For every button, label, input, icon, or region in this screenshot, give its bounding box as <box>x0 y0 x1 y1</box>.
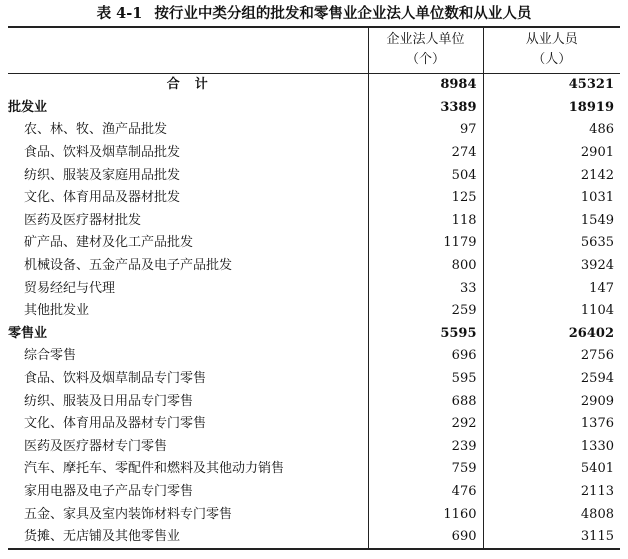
table-row <box>8 300 620 323</box>
category-name: 食品、饮料及烟草制品专门零售 <box>24 371 207 387</box>
employees-value: 1104 <box>483 300 620 323</box>
table-row <box>8 210 620 233</box>
category-name: 食品、饮料及烟草制品批发 <box>24 145 181 161</box>
table-row <box>8 390 620 413</box>
employees-value: 3924 <box>483 255 620 278</box>
header-entities-line1: 企业法人单位 <box>386 32 465 47</box>
category-name: 文化、体育用品及器材批发 <box>24 190 181 206</box>
category-name: 货摊、无店铺及其他零售业 <box>8 526 368 550</box>
table-title-text: 按行业中类分组的批发和零售业企业法人单位数和从业人员 <box>154 5 532 22</box>
category-name: 医药及医疗器材专门零售 <box>24 438 168 454</box>
entities-value: 125 <box>368 187 483 210</box>
table-row <box>8 142 620 165</box>
section-employees: 18919 <box>483 97 620 120</box>
category-name: 综合零售 <box>24 348 77 364</box>
entities-value: 118 <box>368 210 483 233</box>
section-label: 批发业 <box>8 99 48 115</box>
employees-value: 2142 <box>483 164 620 187</box>
category-name: 家用电器及电子产品专门零售 <box>24 483 194 499</box>
entities-value: 259 <box>368 300 483 323</box>
header-employees-line2: （人） <box>532 52 572 67</box>
employees-value: 2594 <box>483 368 620 391</box>
entities-value: 688 <box>368 390 483 413</box>
category-name: 机械设备、五金产品及电子产品批发 <box>24 258 233 274</box>
section-label: 零售业 <box>8 325 48 341</box>
entities-value: 504 <box>368 164 483 187</box>
entities-value: 759 <box>368 458 483 481</box>
table-row <box>8 368 620 391</box>
category-name: 文化、体育用品及器材专门零售 <box>24 416 207 432</box>
table-row <box>8 187 620 210</box>
statistics-table <box>8 26 620 550</box>
entities-value: 1160 <box>368 503 483 526</box>
table-row <box>8 413 620 436</box>
employees-value: 1549 <box>483 210 620 233</box>
table-row <box>8 164 620 187</box>
category-name: 其他批发业 <box>24 303 90 319</box>
table-row <box>8 526 620 550</box>
header-entities <box>368 27 483 74</box>
section-employees: 26402 <box>483 323 620 346</box>
total-label: 合 计 <box>166 77 209 93</box>
table-title <box>0 5 628 23</box>
category-name: 农、林、牧、渔产品批发 <box>24 122 168 138</box>
section-entities: 3389 <box>368 97 483 120</box>
entities-value: 595 <box>368 368 483 391</box>
entities-value: 476 <box>368 481 483 504</box>
employees-value: 2909 <box>483 390 620 413</box>
category-name: 贸易经纪与代理 <box>24 280 116 296</box>
employees-value: 486 <box>483 119 620 142</box>
employees-value: 5635 <box>483 232 620 255</box>
entities-value: 696 <box>368 345 483 368</box>
category-name: 纺织、服装及日用品专门零售 <box>24 393 194 409</box>
total-row <box>8 74 620 97</box>
table-row <box>8 255 620 278</box>
entities-value: 292 <box>368 413 483 436</box>
employees-value: 1376 <box>483 413 620 436</box>
header-entities-line2: （个） <box>405 52 445 67</box>
employees-value: 5401 <box>483 458 620 481</box>
section-row-wholesale <box>8 97 620 120</box>
total-employees: 45321 <box>483 74 620 97</box>
header-row <box>8 27 620 74</box>
total-entities: 8984 <box>368 74 483 97</box>
entities-value: 690 <box>368 526 483 550</box>
header-employees-line1: 从业人员 <box>525 32 578 47</box>
table-row <box>8 277 620 300</box>
category-name: 五金、家具及室内装饰材料专门零售 <box>24 506 233 522</box>
table-row <box>8 458 620 481</box>
entities-value: 274 <box>368 142 483 165</box>
table-number: 表 4-1 <box>96 5 143 22</box>
entities-value: 800 <box>368 255 483 278</box>
header-category <box>8 27 368 74</box>
employees-value: 3115 <box>483 526 620 550</box>
category-name: 医药及医疗器材批发 <box>24 212 142 228</box>
category-name: 纺织、服装及家庭用品批发 <box>24 167 181 183</box>
entities-value: 1179 <box>368 232 483 255</box>
entities-value: 239 <box>368 436 483 459</box>
employees-value: 2756 <box>483 345 620 368</box>
table-row <box>8 119 620 142</box>
header-employees <box>483 27 620 74</box>
employees-value: 1031 <box>483 187 620 210</box>
entities-value: 97 <box>368 119 483 142</box>
employees-value: 2113 <box>483 481 620 504</box>
category-name: 汽车、摩托车、零配件和燃料及其他动力销售 <box>24 461 285 477</box>
entities-value: 33 <box>368 277 483 300</box>
table-row <box>8 345 620 368</box>
employees-value: 1330 <box>483 436 620 459</box>
table-row <box>8 481 620 504</box>
table-row <box>8 436 620 459</box>
table-row <box>8 503 620 526</box>
employees-value: 2901 <box>483 142 620 165</box>
employees-value: 147 <box>483 277 620 300</box>
employees-value: 4808 <box>483 503 620 526</box>
section-row-retail <box>8 323 620 346</box>
table-row <box>8 232 620 255</box>
section-entities: 5595 <box>368 323 483 346</box>
category-name: 矿产品、建材及化工产品批发 <box>24 235 194 251</box>
